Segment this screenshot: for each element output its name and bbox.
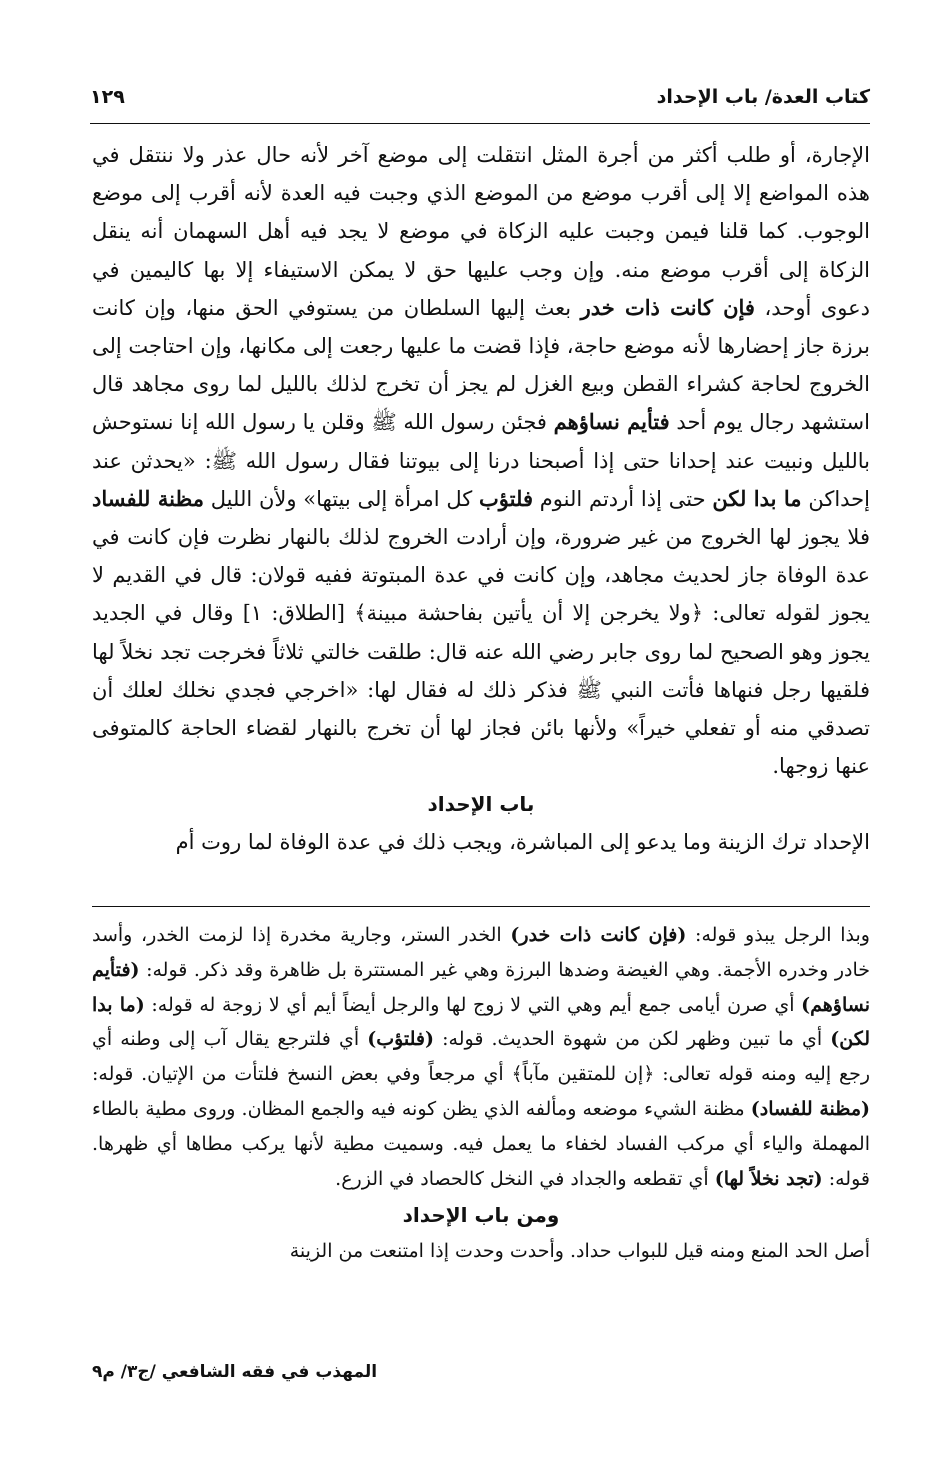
commentary-notes: [92, 918, 870, 1269]
key-phrase: فتأيم نساؤهم: [553, 409, 670, 435]
notes-paragraph: أصل الحد المنع ومنه قيل للبواب حداد. وأحدت وحدت إذا امتنعت من الزينة: [289, 1240, 870, 1263]
key-phrase: (تجد نخلاً لها): [714, 1167, 823, 1190]
notes-section-heading: ومن باب الإحداد: [402, 1203, 560, 1228]
key-phrase: ما بدا لكن: [712, 485, 802, 511]
header-divider: [90, 123, 870, 124]
key-phrase: (فلتؤب): [367, 1028, 435, 1051]
text-run: أي فلترجع يقال آب إلى وطنه أي رجع إليه ومنه قوله تعالى: ﴿إن للمتقين مآباً﴾ أي مرجعاً وفي بعض النسخ فلتأت من الإتيان. قوله:: [92, 1028, 870, 1086]
text-run: الإجارة، أو طلب أكثر من أجرة المثل انتقلت إلى موضع آخر لأنه حال عذر ولا ننتقل في هذه المواضع إلا إلى أقرب موضع من الموضع الذي وجبت فيه العدة لأنه أقرب إلى موضع الوجوب. كما قلنا فيمن وجبت عليه الزكاة في موضع لا يجد فيه أهل السهمان أنه ينقل الزكاة إلى أقرب موضع منه. وإن وجب عليها حق لا يمكن الاستيفاء إلا بها كاليمين في دعوى أوحد،: [92, 143, 870, 320]
main-text: [92, 136, 870, 862]
key-phrase: (فإن كانت ذات خدر): [510, 924, 687, 946]
text-run: فجئن رسول الله ﷺ وقلن يا رسول الله إنا نستوحش بالليل ونبيت عند إحدانا حتى إذا أصبحنا درنا إلى بيوتنا فقال رسول الله ﷺ: «يحدثن عند إحداكن: [92, 410, 871, 511]
chapter-title: كتاب العدة/ باب الإحداد: [656, 86, 870, 108]
key-phrase: فلتؤب: [479, 485, 533, 511]
running-header: [90, 86, 870, 118]
text-run: أي تقطعه والجداد في النخل كالحصاد في الزرع.: [335, 1167, 709, 1190]
text-run: بعث إليها السلطان من يستوفي الحق منها، وإن كانت برزة جاز إحضارها لأنه موضع حاجة، فإذا قضت ما عليها رجعت إلى مكانها، وإن احتاجت إلى الخروج لحاجة كشراء القطن وبيع الغزل لم يجز أن تخرج لذلك بالليل لما روى مجاهد قال استشهد رجال يوم أحد: [92, 295, 870, 435]
main-paragraph: الإحداد ترك الزينة وما يدعو إلى المباشرة، ويجب ذلك في عدة الوفاة لما روت أم: [175, 830, 870, 855]
text-run: كل امرأة إلى بيتها» ولأن الليل: [210, 486, 473, 511]
text-run: حتى إذا أردتم النوم: [539, 486, 706, 511]
section-heading: باب الإحداد: [427, 792, 535, 817]
footnote-divider: [92, 906, 870, 907]
text-run: أي صرن أيامى جمع أيم وهي التي لا زوج لها والرجل أيضاً أيم أي لا زوجة له قوله:: [151, 993, 795, 1016]
key-phrase: (فتأيم نساؤهم): [92, 958, 870, 1016]
key-phrase: مظنة للفساد: [92, 485, 204, 511]
text-run: مظنة الشيء موضعه ومألفه الذي يظن كونه فيه والجمع المظان. وروى مطية بالطاء المهملة والياء أي مركب الفساد لخفاء ما يعمل فيه. وسميت مطية لأنها يركب مطاها أي ظهرها. قوله:: [92, 1097, 870, 1190]
main-paragraph: [92, 136, 870, 785]
key-phrase: (مظنة للفساد): [750, 1097, 870, 1120]
page-footer: المهذب في فقه الشافعي /ج٣/ م٩: [92, 1362, 378, 1382]
key-phrase: فإن كانت ذات خدر: [580, 294, 755, 320]
text-run: فلا يجوز لها الخروج من غير ضرورة، وإن أرادت الخروج لذلك بالنهار نظرت فإن كانت في عدة الوفاة جاز لحديث مجاهد، وإن كانت في عدة المبتوتة ففيه قولان: قال في القديم لا يجوز لقوله تعالى: ﴿ولا يخرجن إلا أن يأتين بفاحشة مبينة﴾ [الطلاق: ١] وقال في الجديد يجوز وهو الصحيح لما روى جابر رضي الله عنه قال: طلقت خالتي ثلاثاً فخرجت تجد نخلاً لها فلقيها رجل فنهاها فأتت النبي ﷺ فذكر ذلك له فقال لها: «اخرجي فجدي نخلك لعلك أن تصدقي منه أو تفعلي خيراً» ولأنها بائن فجاز لها أن تخرج بالنهار لقضاء الحاجة كالمتوفى عنها زوجها.: [92, 525, 870, 779]
text-run: الخدر الستر، وجارية مخدرة إذا لزمت الخدر، وأسد خادر وخدره الأجمة. وهي الغيضة وضدها البرزة وهي غير المستترة بل ظاهرة وقد ذكر. قوله:: [92, 924, 870, 981]
text-run: أي ما تبين وظهر لكن من شهوة الحديث. قوله:: [442, 1028, 823, 1051]
notes-paragraph: [92, 918, 870, 1196]
text-run: وبذا الرجل يبذو قوله:: [695, 924, 870, 946]
key-phrase: (ما بدا لكن): [92, 993, 871, 1051]
page-number: ١٢٩: [90, 86, 125, 108]
